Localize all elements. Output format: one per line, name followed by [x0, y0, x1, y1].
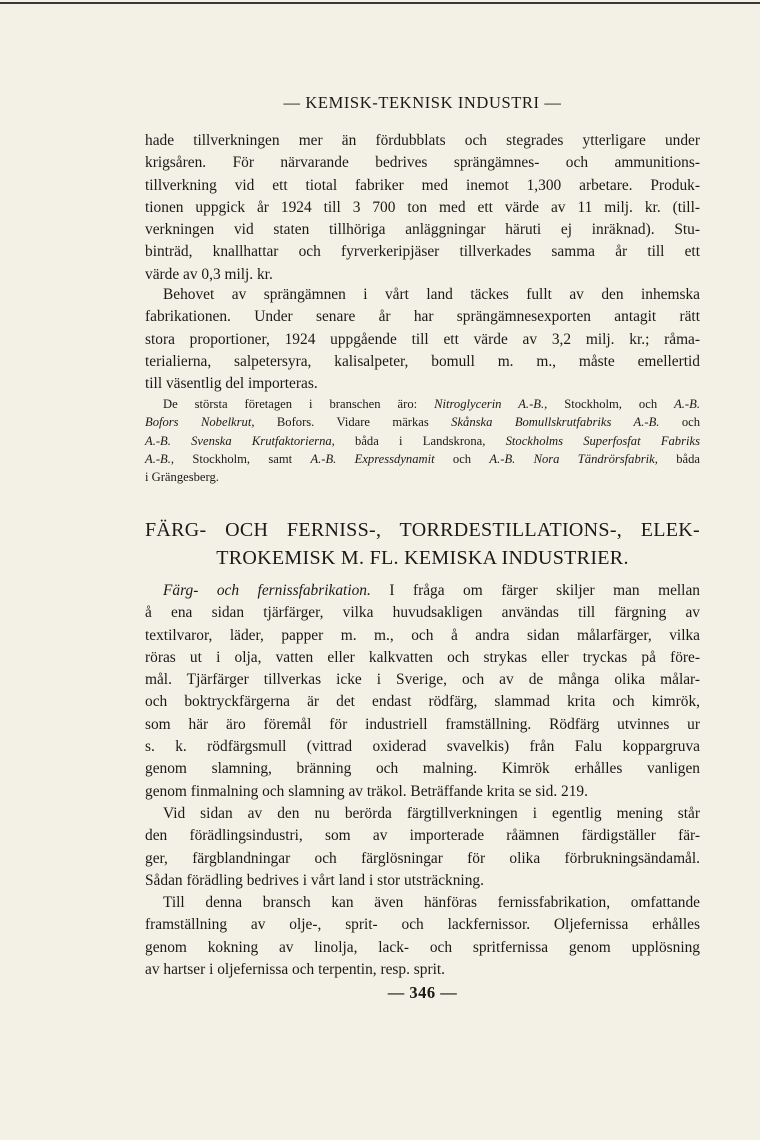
- text-line: krigsåren. För närvarande bedrives sprängämnes- och ammunitions-: [145, 154, 700, 172]
- text-line: värde av 0,3 milj. kr.: [145, 265, 273, 283]
- text-line: Bofors Nobelkrut, Bofors. Vidare märkas Skånska Bomullskrutfabriks A.-B. och: [145, 415, 700, 430]
- text-line: verkningen vid staten tillhöriga anläggningar häruti ej inräknad). Stu-: [145, 221, 700, 239]
- heading-line: FÄRG- OCH FERNISS-, TORRDESTILLATIONS-, ELEK-: [145, 519, 700, 541]
- text-line: Till denna bransch kan även hänföras fernissfabrikation, omfattande: [163, 894, 700, 911]
- run-in-heading: Färg- och fernissfabrikation.: [163, 582, 371, 599]
- text-line: fabrikationen. Under senare år har sprängämnesexporten antagit rätt: [145, 308, 700, 326]
- text-line: Behovet av sprängämnen i vårt land täckes fullt av den inhemska: [163, 286, 700, 303]
- text-line: som här äro föremål för industriell framställning. Rödfärg utvinnes ur: [145, 715, 700, 733]
- text-line: Vid sidan av den nu berörda färgtillverkningen i egentlig mening står: [163, 805, 700, 822]
- text-line: A.-B. Svenska Krutfaktorierna, båda i Landskrona, Stockholms Superfosfat Fabriks: [145, 433, 700, 448]
- page-number: — 346 —: [387, 983, 458, 1002]
- text-line: genom finmalning och slamning av träkol. Beträffande krita se sid. 219.: [145, 782, 588, 800]
- paragraph-paint-manufacture: [145, 580, 700, 803]
- text-line: De största företagen i branschen äro: Nitroglycerin A.-B., Stockholm, och A.-B.: [163, 397, 700, 411]
- text-line: textilvaror, läder, papper m. m., och å andra sidan målarfärger, vilka: [145, 626, 700, 644]
- section-heading: [145, 516, 700, 572]
- text-line: s. k. rödfärgsmull (vittrad oxiderad svavelkis) från Falu koppargruva: [145, 738, 700, 756]
- paragraph-explosives-production: [145, 130, 700, 286]
- text-line: mål. Tjärfärger tillverkas icke i Sverige, och av de många olika målar-: [145, 671, 700, 689]
- text-line: till väsentlig del importeras.: [145, 375, 318, 393]
- note-largest-companies: [145, 395, 700, 486]
- text-line: röras ut i olja, vatten eller kalkvatten och strykas eller tryckas på före-: [145, 648, 700, 666]
- paragraph-varnish-manufacture: [145, 892, 700, 981]
- text-line: i Grängesberg.: [145, 470, 219, 485]
- text-line: genom slamning, bränning och malning. Kimrök erhålles vanligen: [145, 760, 700, 778]
- text-line: å ena sidan tjärfärger, vilka huvudsakligen användas till färgning av: [145, 604, 700, 622]
- text-line: tillverkning vid ett tiotal fabriker med inemot 1,300 arbetare. Produk-: [145, 176, 700, 194]
- running-head: — KEMISK-TEKNISK INDUSTRI —: [283, 93, 562, 112]
- text-line: och boktryckfärgerna är det endast rödfärg, slammad krita och kimrök,: [145, 693, 700, 711]
- text-line: framställning av olje-, sprit- och lackfernissor. Oljefernissa erhålles: [145, 916, 700, 934]
- text-line: A.-B., Stockholm, samt A.-B. Expressdynamit och A.-B. Nora Tändrörsfabrik, båda: [145, 451, 700, 466]
- text-line: av hartser i oljefernissa och terpentin, resp. sprit.: [145, 960, 446, 978]
- text-line: Sådan förädling bedrives i vårt land i stor utsträckning.: [145, 871, 484, 889]
- heading-line: TROKEMISK M. FL. KEMISKA INDUSTRIER.: [216, 547, 629, 569]
- text-line: den förädlingsindustri, som av importerade råämnen färdigställer fär-: [145, 827, 700, 845]
- text-line: hade tillverkningen mer än fördubblats och stegrades ytterligare under: [145, 132, 700, 149]
- paragraph-explosives-demand: [145, 284, 700, 395]
- text-line: genom kokning av linolja, lack- och spritfernissa genom upplösning: [145, 938, 700, 956]
- text-line: ger, färgblandningar och färglösningar för olika förbrukningsändamål.: [145, 849, 700, 867]
- text-line: tionen uppgick år 1924 till 3 700 ton med ett värde av 11 milj. kr. (till-: [145, 198, 700, 216]
- text-line: terialierna, salpetersyra, kalisalpeter, bomull m. m., måste emellertid: [145, 352, 700, 370]
- paragraph-refining-industry: [145, 803, 700, 892]
- text-line: Färg- och fernissfabrikation. I fråga om färger skiljer man mellan: [163, 582, 700, 599]
- text-line: stora proportioner, 1924 uppgående till ett värde av 3,2 milj. kr.; råma-: [145, 330, 700, 348]
- text-line: binträd, knallhattar och fyrverkeripjäser tillverkades samma år till ett: [145, 243, 700, 261]
